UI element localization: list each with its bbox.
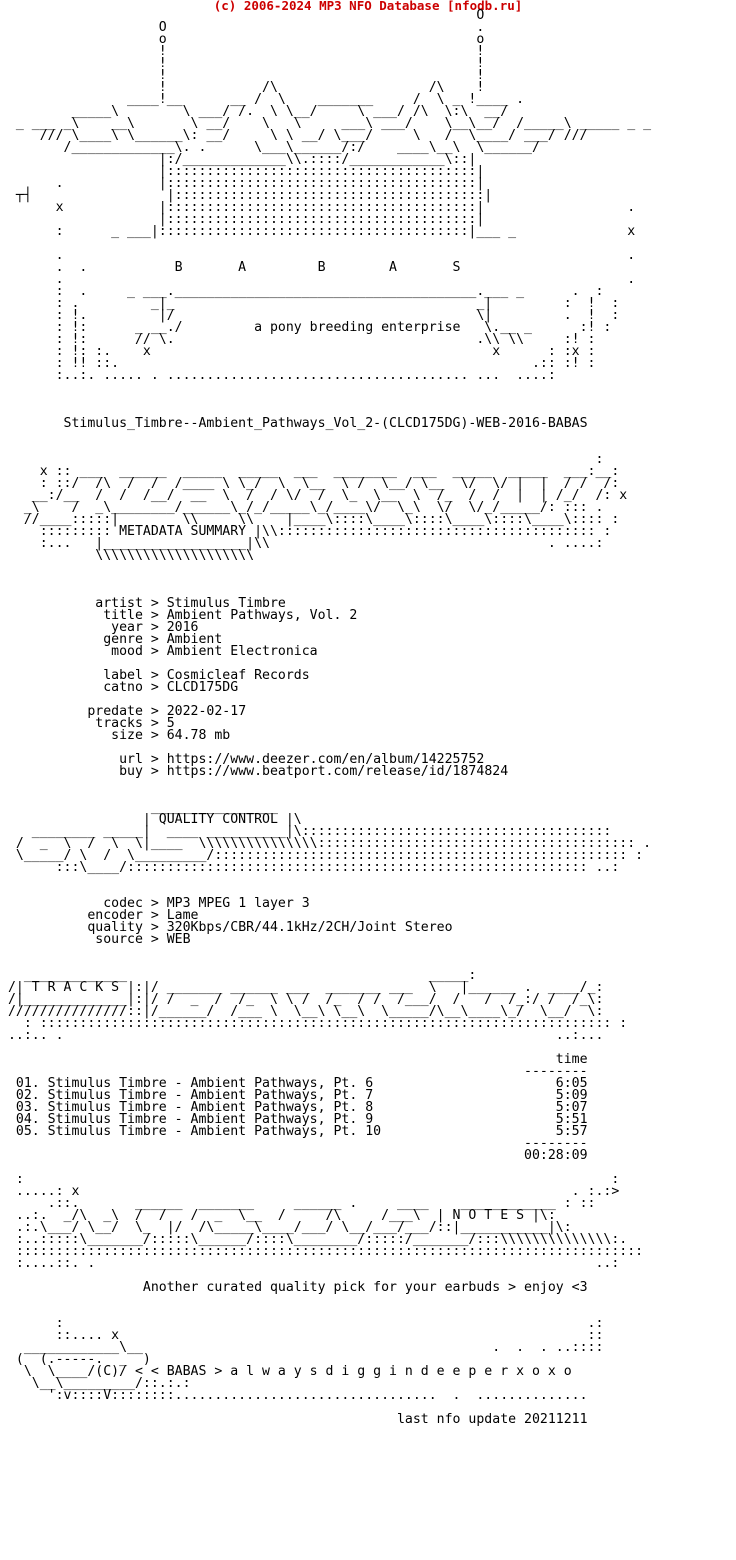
- notes-text: Another curated quality pick for your earbuds > enjoy <3: [0, 1280, 588, 1295]
- track-row: 04. Stimulus Timbre - Ambient Pathways, Pt. 9 5:51: [0, 1112, 588, 1127]
- babas-logo-line: ____!__ __ / \ _______ / \ _ !____ .: [0, 92, 525, 107]
- metadata-logo-line: :: [0, 452, 604, 467]
- footer-logo-line: ::.... x ::: [0, 1328, 604, 1343]
- metadata-logo-line: //____:::::| \\ \\ |____\::::\____\::::\____\::::\____\:::: :: [0, 512, 620, 527]
- babas-logo-line: ! !: [0, 56, 485, 71]
- meta-catno-value: CLCD175DG: [166, 680, 239, 695]
- babas-logo-line: |:::::::::::::::::::::::::::::::::::::::|: [0, 164, 485, 179]
- babas-logo-line: O: [0, 8, 485, 23]
- notes-logo-line: .:.\___/ \__/ \_ |/ /\_____\____/___/ \__/___/___/::|___________|\:: [0, 1220, 572, 1235]
- meta-buy-value: https://www.beatport.com/release/id/1874824: [166, 764, 509, 779]
- meta-tracks-label: tracks >: [0, 716, 167, 731]
- metadata-logo-line: :... |__________________|\\ . ....:: [0, 536, 604, 551]
- meta-size-value: 64.78 mb: [166, 728, 231, 743]
- babas-logo-line: : !! ::. .:: :! :: [0, 356, 596, 371]
- babas-logo-line: ! /\ /\ !: [0, 80, 485, 95]
- quality-source: [0, 932, 191, 947]
- quality-codec-label: codec >: [0, 896, 167, 911]
- release-name: Stimulus_Timbre--Ambient_Pathways_Vol_2-(CLCD175DG)-WEB-2016-BABAS: [0, 416, 588, 431]
- quality-logo-line: :::\____/:::::::::::::::::::::::::::::::::::::::::::::::::::::::::: ..:: [0, 860, 620, 875]
- notes-logo-line: :..:::::\_______/:::::\______/::::\________/:::::/_______/:::\\\\\\\\\\\\\\:.: [0, 1232, 628, 1247]
- meta-mood-value: Ambient Electronica: [166, 644, 318, 659]
- quality-source-label: source >: [0, 932, 167, 947]
- metadata-logo-line: \\\\\\\\\\\\\\\\\\\\: [0, 548, 255, 563]
- babas-logo-line: : !. |/ \| . ! :: [0, 308, 620, 323]
- babas-logo-line: . .: [0, 248, 636, 263]
- meta-mood-label: mood >: [0, 644, 167, 659]
- meta-size-label: size >: [0, 728, 167, 743]
- babas-logo-line: O .: [0, 20, 485, 35]
- babas-logo-line: : !: :. x x : :x :: [0, 344, 596, 359]
- babas-logo-line: _____\ \ ___/ /. \ \__/ \ ___/ /\ \:\ __/: [0, 104, 509, 119]
- footer-logo-line: \ \____/(C)/ < < BABAS > a l w a y s d i g g i n d e e p e r x o x o: [0, 1364, 572, 1379]
- footer-logo-line: ( (.-----. _ ): [0, 1352, 151, 1367]
- meta-size: [0, 728, 230, 743]
- tracklist-time-header: time: [0, 1052, 588, 1067]
- babas-logo-line: :..:. ..... . ...................................... ... ....:: [0, 368, 556, 383]
- tracks-logo-line: ..:.. . ..:...: [0, 1028, 604, 1043]
- meta-artist-value: Stimulus Timbre: [166, 596, 286, 611]
- meta-label-label: label >: [0, 668, 167, 683]
- quality-logo-line: ________ _____| ____ __________|\:::::::::::::::::::::::::::::::::::::::: [0, 824, 612, 839]
- quality-quality-value: 320Kbps/CBR/44.1kHz/2CH/Joint Stereo: [166, 920, 453, 935]
- meta-buy-label: buy >: [0, 764, 167, 779]
- meta-year-label: year >: [0, 620, 167, 635]
- footer-logo-line: ':v::::V::::::::................................. . ..............: [0, 1388, 588, 1403]
- copyright-header: (c) 2006-2024 MP3 NFO Database [nfodb.ru]: [213, 0, 523, 13]
- metadata-logo-line: : ::/ /\ / / /____ \ \_/ \ \__ \ / \__/ \__ \/ \/ | | / / /:: [0, 476, 620, 491]
- tracks-logo-line: ///////////////::|/______/ /___ \ \__\ \__\ \_____/\__\____\_/ \__/ \:: [0, 1004, 604, 1019]
- babas-logo-line: : . _ ___.______________________________________.___ _ . :: [0, 284, 604, 299]
- babas-logo-line: |:/_____________\\.::::/____________\::|: [0, 152, 477, 167]
- quality-logo-line: \_____/ \ / \_________/:::::::::::::::::::::::::::::::::::::::::::::::::::: :: [0, 848, 644, 863]
- metadata-logo-line: __:/__ / / /__/ __ \ / / \/ / \_ \__ \ /_ / / | | /_/ /: x: [0, 488, 628, 503]
- track-row: 03. Stimulus Timbre - Ambient Pathways, Pt. 8 5:07: [0, 1100, 588, 1115]
- meta-mood: [0, 644, 318, 659]
- babas-logo-line: : !: // \. .\\ \\ :! :: [0, 332, 596, 347]
- metadata-logo-line: _\ / _\________/______\_/_/_____\_/____\/ \_\ \/ \/_/_____/: ::: .: [0, 500, 604, 515]
- notes-logo-line: :::::::::::::::::::::::::::::::::::::::::::::::::::::::::::::::::::::::::::::::: [0, 1244, 644, 1259]
- babas-logo-line: /// \____\ \______\: __/ \ \ __/ \___/ \ / \____/ ___/ ///: [0, 128, 588, 143]
- babas-logo-line: o o: [0, 32, 485, 47]
- notes-logo-line: :....::. . ..:: [0, 1256, 620, 1271]
- babas-logo-line: |:::::::::::::::::::::::::::::::::::::::|: [0, 212, 485, 227]
- babas-logo-line: ┬┤ |:::::::::::::::::::::::::::::::::::::::|: [0, 188, 493, 203]
- quality-quality-label: quality >: [0, 920, 167, 935]
- meta-title-value: Ambient Pathways, Vol. 2: [166, 608, 358, 623]
- meta-catno: [0, 680, 238, 695]
- tracks-logo-line: : :::::::::::::::::::::::::::::::::::::::::::::::::::::::::::::::::::::::: :: [0, 1016, 628, 1031]
- meta-tracks-value: 5: [166, 716, 175, 731]
- meta-label-value: Cosmicleaf Records: [166, 668, 310, 683]
- babas-logo-line: _ ___ _\ __\ \ __/ \ \ ___\ ___/ \__\__/ /_____\ _____ _ _: [0, 116, 652, 131]
- metadata-logo-line: ::::::::: METADATA SUMMARY |\\:::::::::::::::::::::::::::::::::::::::: :: [0, 524, 612, 539]
- track-row: 05. Stimulus Timbre - Ambient Pathways, Pt. 10 5:57: [0, 1124, 588, 1139]
- quality-logo-line: | QUALITY CONTROL |\: [0, 812, 302, 827]
- tracklist-total: 00:28:09: [0, 1148, 588, 1163]
- notes-logo-line: .....: x . :.:>: [0, 1184, 620, 1199]
- quality-encoder-label: encoder >: [0, 908, 167, 923]
- meta-artist-label: artist >: [0, 596, 167, 611]
- babas-logo-line: . |:::::::::::::::::::::::::::::::::::::::|: [0, 176, 485, 191]
- footer-logo-line: : .:: [0, 1316, 604, 1331]
- tracklist-divider: --------: [0, 1064, 588, 1079]
- babas-logo-line: . . B A B A S: [0, 260, 461, 275]
- babas-logo-line: ! !: [0, 68, 485, 83]
- metadata-logo-line: x :: ___ ______ _____ _____ ___ ________ ___ _____ _____ ___:__:: [0, 464, 620, 479]
- tracklist-divider: --------: [0, 1136, 588, 1151]
- track-row: 02. Stimulus Timbre - Ambient Pathways, Pt. 7 5:09: [0, 1088, 588, 1103]
- quality-logo-line: ________________: [0, 800, 278, 815]
- meta-genre-value: Ambient: [166, 632, 223, 647]
- babas-logo-line: : _ ___|:::::::::::::::::::::::::::::::::::::::|___ _ x: [0, 224, 636, 239]
- meta-url-label: url >: [0, 752, 167, 767]
- quality-source-value: WEB: [166, 932, 191, 947]
- babas-logo-line: : . _|_ _| : ! :: [0, 296, 620, 311]
- babas-logo-line: x |:::::::::::::::::::::::::::::::::::::::| .: [0, 200, 636, 215]
- babas-logo-line: /_____________\. . \___\______/:/ ____\__\ \______/: [0, 140, 540, 155]
- nfo-document: [0, 10, 651, 1426]
- meta-title-label: title >: [0, 608, 167, 623]
- last-update: last nfo update 20211211: [0, 1412, 588, 1427]
- meta-year-value: 2016: [166, 620, 199, 635]
- babas-logo-line: . .: [0, 272, 636, 287]
- notes-logo-line: : :: [0, 1172, 620, 1187]
- quality-encoder-value: Lame: [166, 908, 199, 923]
- tracks-logo-line: /|_____________|:|/ / _ / /_ \ \ / /_ / / /___/ / / /_:/ / /_\:: [0, 992, 604, 1007]
- quality-logo-line: / _ \ / \ \|____ \\\\\\\\\\\\\\\:::::::::::::::::::::::::::::::::::::::: .: [0, 836, 652, 851]
- meta-buy: [0, 764, 508, 779]
- notes-logo-line: .::. ______ _______ ______ . ____ ____________ : ::: [0, 1196, 596, 1211]
- footer-logo-line: \__\_________/::.:.:: [0, 1376, 191, 1391]
- footer-logo-line: ____________\__ . . . ..::::: [0, 1340, 604, 1355]
- meta-catno-label: catno >: [0, 680, 167, 695]
- meta-predate-value: 2022-02-17: [166, 704, 247, 719]
- meta-predate-label: predate >: [0, 704, 167, 719]
- babas-logo-line: : !: _ __./ a pony breeding enterprise \.__ _ :! :: [0, 320, 612, 335]
- quality-codec-value: MP3 MPEG 1 layer 3: [166, 896, 310, 911]
- tracks-logo-line: _____________ _____:: [0, 968, 477, 983]
- meta-url-value: https://www.deezer.com/en/album/14225752: [166, 752, 485, 767]
- tracks-logo-line: /| T R A C K S |:|/ _______ ______ ___ _______ ___ \ |______ . ____/_:: [0, 980, 604, 995]
- track-row: 01. Stimulus Timbre - Ambient Pathways, Pt. 6 6:05: [0, 1076, 588, 1091]
- meta-genre-label: genre >: [0, 632, 167, 647]
- babas-logo-line: ! !: [0, 44, 485, 59]
- notes-logo-line: ..:. _/\ _\ / / / _ \__ / /\ /___\ | N O T E S |\:: [0, 1208, 556, 1223]
